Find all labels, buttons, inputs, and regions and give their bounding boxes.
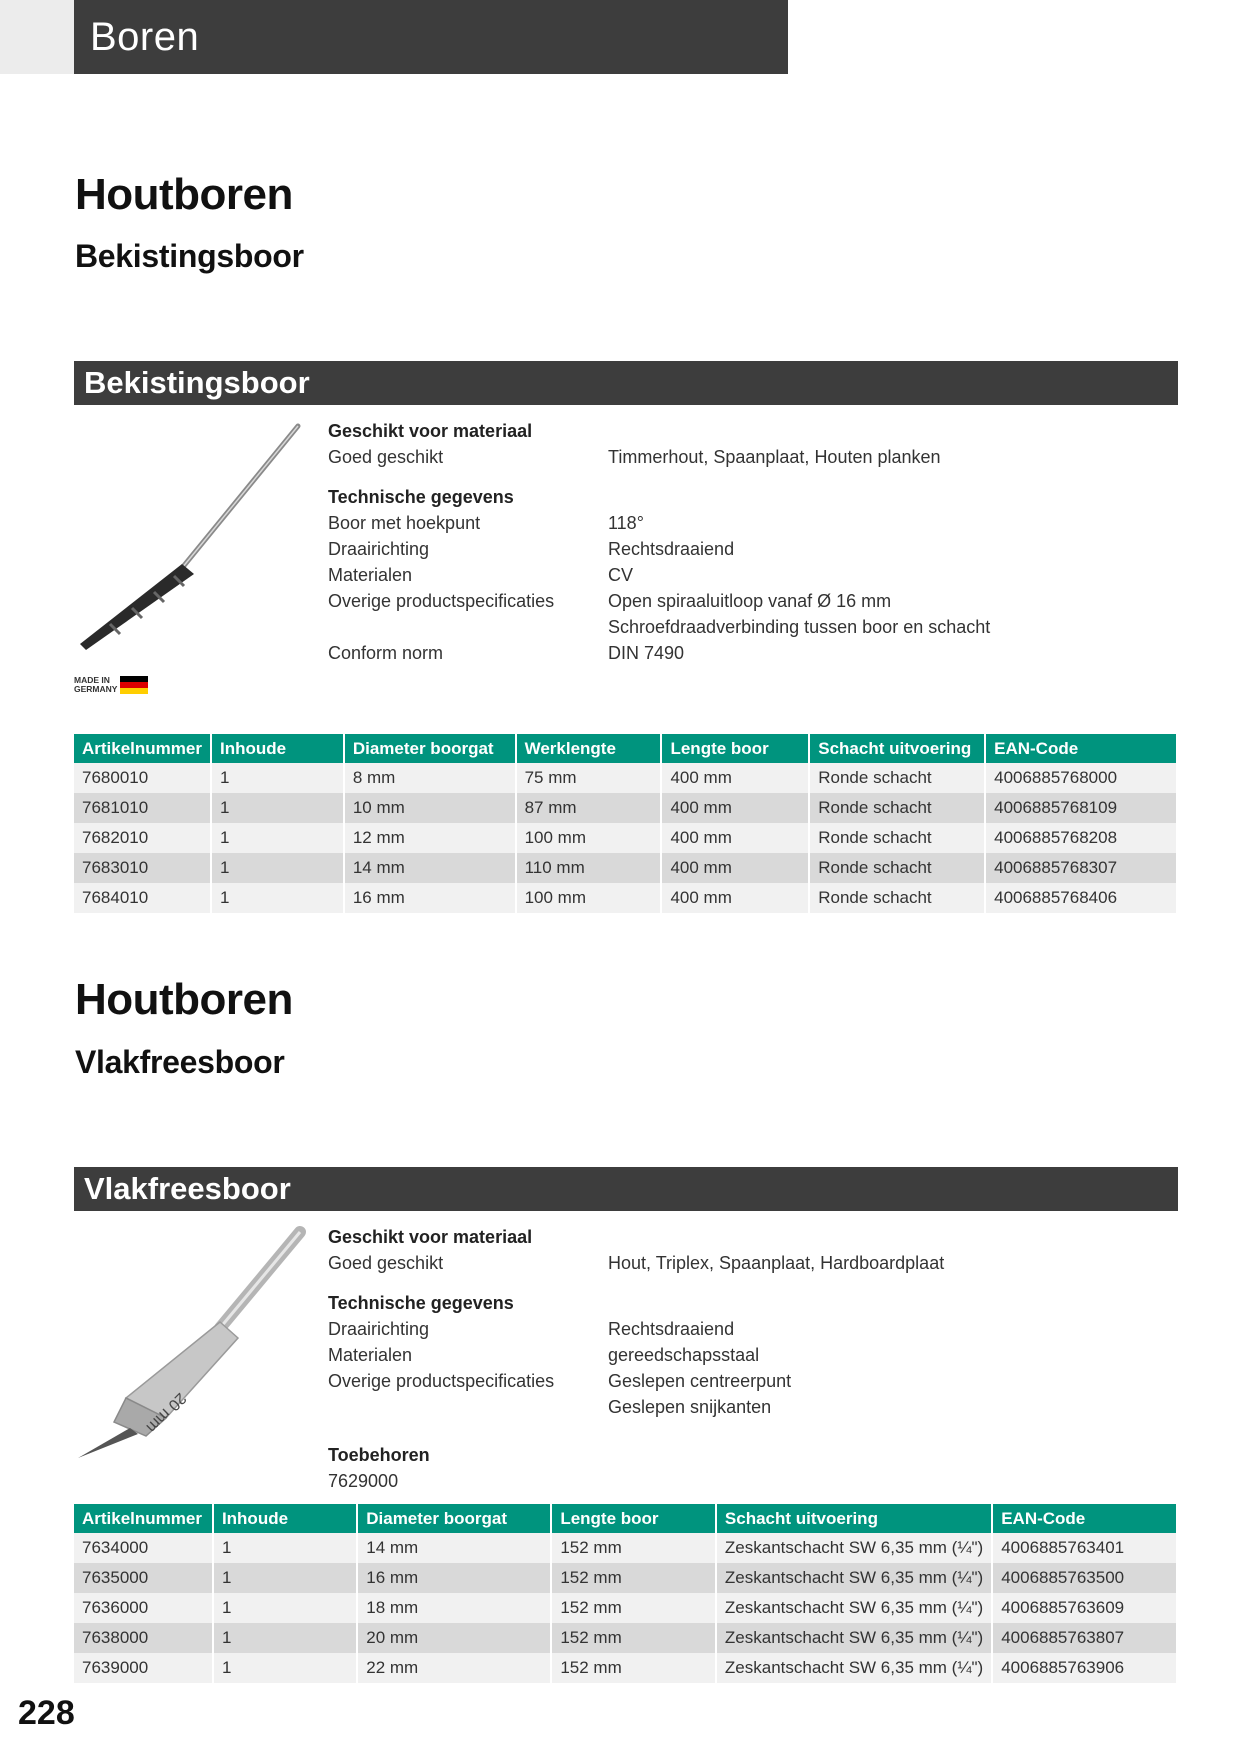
table-cell: 7681010 bbox=[74, 793, 211, 823]
table-cell: 1 bbox=[213, 1623, 357, 1653]
table-cell: 152 mm bbox=[551, 1623, 716, 1653]
table-row bbox=[74, 1563, 1176, 1593]
column-header: Schacht uitvoering bbox=[716, 1504, 992, 1533]
column-header: Diameter boorgat bbox=[344, 734, 516, 763]
spec-value-line: Open spiraaluitloop vanaf Ø 16 mm bbox=[608, 591, 892, 611]
spec-key: Draairichting bbox=[328, 1319, 430, 1339]
material-title: Geschikt voor materiaal bbox=[328, 421, 533, 441]
table-cell: 1 bbox=[213, 1653, 357, 1683]
spec-row bbox=[328, 536, 1148, 562]
article-table bbox=[74, 1504, 1176, 1683]
table-cell: 4006885763401 bbox=[992, 1533, 1176, 1563]
page-number: 228 bbox=[18, 1694, 75, 1732]
table-cell: 4006885768406 bbox=[985, 883, 1176, 913]
table-header-row bbox=[74, 734, 1176, 763]
column-header: Schacht uitvoering bbox=[809, 734, 985, 763]
table-cell: 4006885768307 bbox=[985, 853, 1176, 883]
table-cell: Ronde schacht bbox=[809, 763, 985, 793]
table-row bbox=[74, 1653, 1176, 1683]
table-cell: 152 mm bbox=[551, 1593, 716, 1623]
section-subtitle: Bekistingsboor bbox=[75, 238, 304, 274]
table-cell: 4006885763906 bbox=[992, 1653, 1176, 1683]
spec-row bbox=[328, 562, 1148, 588]
table-row bbox=[74, 763, 1176, 793]
spec-key: Overige productspecificaties bbox=[328, 591, 555, 611]
table-cell: Zeskantschacht SW 6,35 mm (¼") bbox=[716, 1623, 992, 1653]
spec-value-line: Geslepen centreerpunt bbox=[608, 1371, 792, 1391]
table-cell: 4006885768109 bbox=[985, 793, 1176, 823]
product-bar-title: Vlakfreesboor bbox=[74, 1167, 1178, 1211]
badge-text-line2: GERMANY bbox=[74, 684, 118, 694]
badge-text-line1: MADE IN bbox=[74, 675, 110, 685]
auger-bit-image bbox=[70, 418, 310, 658]
table-cell: 87 mm bbox=[516, 793, 662, 823]
spec-value: Timmerhout, Spaanplaat, Houten planken bbox=[608, 447, 941, 467]
table-cell: 1 bbox=[211, 793, 344, 823]
table-cell: 7639000 bbox=[74, 1653, 213, 1683]
table-cell: 12 mm bbox=[344, 823, 516, 853]
column-header: EAN-Code bbox=[985, 734, 1176, 763]
table-cell: 4006885763807 bbox=[992, 1623, 1176, 1653]
spec-key: Boor met hoekpunt bbox=[328, 513, 481, 533]
spec-value: Rechtsdraaiend bbox=[608, 539, 735, 559]
spec-value bbox=[608, 588, 1148, 640]
table-cell: Ronde schacht bbox=[809, 883, 985, 913]
table-cell: 4006885763609 bbox=[992, 1593, 1176, 1623]
column-header: Inhoude bbox=[213, 1504, 357, 1533]
section-title: Houtboren bbox=[75, 170, 293, 219]
table-cell: 400 mm bbox=[661, 793, 809, 823]
table-row bbox=[74, 883, 1176, 913]
column-header: Lengte boor bbox=[661, 734, 809, 763]
column-header: Diameter boorgat bbox=[357, 1504, 551, 1533]
table-cell: 1 bbox=[211, 823, 344, 853]
section-subtitle: Vlakfreesboor bbox=[75, 1044, 285, 1080]
bit-size-label: 20 mm bbox=[142, 1389, 190, 1436]
tech-title: Technische gegevens bbox=[328, 487, 514, 507]
made-in-germany-badge bbox=[74, 676, 148, 694]
column-header: Werklengte bbox=[516, 734, 662, 763]
table-cell: 100 mm bbox=[516, 883, 662, 913]
table-cell: 7635000 bbox=[74, 1563, 213, 1593]
table-cell: 16 mm bbox=[357, 1563, 551, 1593]
material-title: Geschikt voor materiaal bbox=[328, 1227, 533, 1247]
table-cell: 7638000 bbox=[74, 1623, 213, 1653]
spec-key: Goed geschikt bbox=[328, 1253, 444, 1273]
accessory-title: Toebehoren bbox=[328, 1445, 430, 1465]
table-cell: 400 mm bbox=[661, 853, 809, 883]
spec-key: Overige productspecificaties bbox=[328, 1371, 555, 1391]
spec-key: Goed geschikt bbox=[328, 447, 444, 467]
table-cell: 1 bbox=[213, 1533, 357, 1563]
article-table bbox=[74, 734, 1176, 913]
table-cell: 16 mm bbox=[344, 883, 516, 913]
spec-value: CV bbox=[608, 565, 634, 585]
spec-value: Hout, Triplex, Spaanplaat, Hardboardplaat bbox=[608, 1253, 945, 1273]
table-cell: 152 mm bbox=[551, 1653, 716, 1683]
table-cell: 1 bbox=[211, 853, 344, 883]
table-cell: 100 mm bbox=[516, 823, 662, 853]
table-row bbox=[74, 793, 1176, 823]
spade-bit-image bbox=[70, 1222, 310, 1462]
spec-row bbox=[328, 588, 1148, 640]
table-cell: Zeskantschacht SW 6,35 mm (¼") bbox=[716, 1533, 992, 1563]
header-grey-block bbox=[0, 0, 74, 74]
table-cell: 22 mm bbox=[357, 1653, 551, 1683]
table-row bbox=[74, 1533, 1176, 1563]
table-row bbox=[74, 823, 1176, 853]
table-cell: 75 mm bbox=[516, 763, 662, 793]
spec-row bbox=[328, 640, 1148, 666]
spec-row bbox=[328, 510, 1148, 536]
table-cell: 14 mm bbox=[357, 1533, 551, 1563]
spec-value: Rechtsdraaiend bbox=[608, 1319, 735, 1339]
table-cell: Ronde schacht bbox=[809, 793, 985, 823]
chapter-title: Boren bbox=[74, 0, 788, 74]
column-header: Inhoude bbox=[211, 734, 344, 763]
table-cell: 14 mm bbox=[344, 853, 516, 883]
table-row bbox=[74, 853, 1176, 883]
germany-flag-icon bbox=[120, 676, 148, 694]
spec-value: gereedschapsstaal bbox=[608, 1345, 760, 1365]
spec-row bbox=[328, 1316, 1148, 1342]
table-cell: 7634000 bbox=[74, 1533, 213, 1563]
table-cell: 7680010 bbox=[74, 763, 211, 793]
spec-key: Materialen bbox=[328, 1345, 413, 1365]
spec-value: 118° bbox=[608, 513, 644, 533]
table-cell: 10 mm bbox=[344, 793, 516, 823]
table-cell: 110 mm bbox=[516, 853, 662, 883]
table-cell: 4006885763500 bbox=[992, 1563, 1176, 1593]
spec-key: Materialen bbox=[328, 565, 413, 585]
table-cell: 152 mm bbox=[551, 1533, 716, 1563]
spec-row bbox=[328, 1342, 1148, 1368]
table-cell: 7636000 bbox=[74, 1593, 213, 1623]
spec-value bbox=[608, 1368, 1148, 1420]
table-cell: 20 mm bbox=[357, 1623, 551, 1653]
column-header: Lengte boor bbox=[551, 1504, 716, 1533]
table-cell: 18 mm bbox=[357, 1593, 551, 1623]
table-cell: 1 bbox=[213, 1593, 357, 1623]
table-cell: 8 mm bbox=[344, 763, 516, 793]
spec-row bbox=[328, 1250, 1148, 1276]
table-row bbox=[74, 1623, 1176, 1653]
spec-value-line: Schroefdraadverbinding tussen boor en schacht bbox=[608, 617, 991, 637]
table-cell: Ronde schacht bbox=[809, 823, 985, 853]
spec-key: Conform norm bbox=[328, 643, 444, 663]
table-cell: 1 bbox=[211, 763, 344, 793]
spec-row bbox=[328, 1368, 1148, 1420]
table-cell: 400 mm bbox=[661, 823, 809, 853]
spec-row bbox=[328, 444, 1148, 470]
table-cell: 7684010 bbox=[74, 883, 211, 913]
table-header-row bbox=[74, 1504, 1176, 1533]
spec-block bbox=[328, 418, 1148, 666]
table-cell: 400 mm bbox=[661, 763, 809, 793]
column-header: EAN-Code bbox=[992, 1504, 1176, 1533]
section-title: Houtboren bbox=[75, 975, 293, 1024]
product-bar-title: Bekistingsboor bbox=[74, 361, 1178, 405]
table-cell: 400 mm bbox=[661, 883, 809, 913]
table-cell: 7683010 bbox=[74, 853, 211, 883]
spec-key: Draairichting bbox=[328, 539, 430, 559]
spec-row bbox=[328, 1468, 1148, 1494]
spec-value-line: Geslepen snijkanten bbox=[608, 1397, 772, 1417]
column-header: Artikelnummer bbox=[74, 734, 211, 763]
spec-block bbox=[328, 1224, 1148, 1494]
table-cell: Zeskantschacht SW 6,35 mm (¼") bbox=[716, 1563, 992, 1593]
table-row bbox=[74, 1593, 1176, 1623]
table-cell: 4006885768208 bbox=[985, 823, 1176, 853]
table-cell: 7682010 bbox=[74, 823, 211, 853]
tech-title: Technische gegevens bbox=[328, 1293, 514, 1313]
table-cell: 4006885768000 bbox=[985, 763, 1176, 793]
table-cell: 1 bbox=[213, 1563, 357, 1593]
table-cell: Zeskantschacht SW 6,35 mm (¼") bbox=[716, 1593, 992, 1623]
table-cell: 152 mm bbox=[551, 1563, 716, 1593]
accessory-value: 7629000 bbox=[328, 1471, 399, 1491]
spec-value: DIN 7490 bbox=[608, 643, 685, 663]
column-header: Artikelnummer bbox=[74, 1504, 213, 1533]
table-cell: Ronde schacht bbox=[809, 853, 985, 883]
table-cell: 1 bbox=[211, 883, 344, 913]
table-cell: Zeskantschacht SW 6,35 mm (¼") bbox=[716, 1653, 992, 1683]
